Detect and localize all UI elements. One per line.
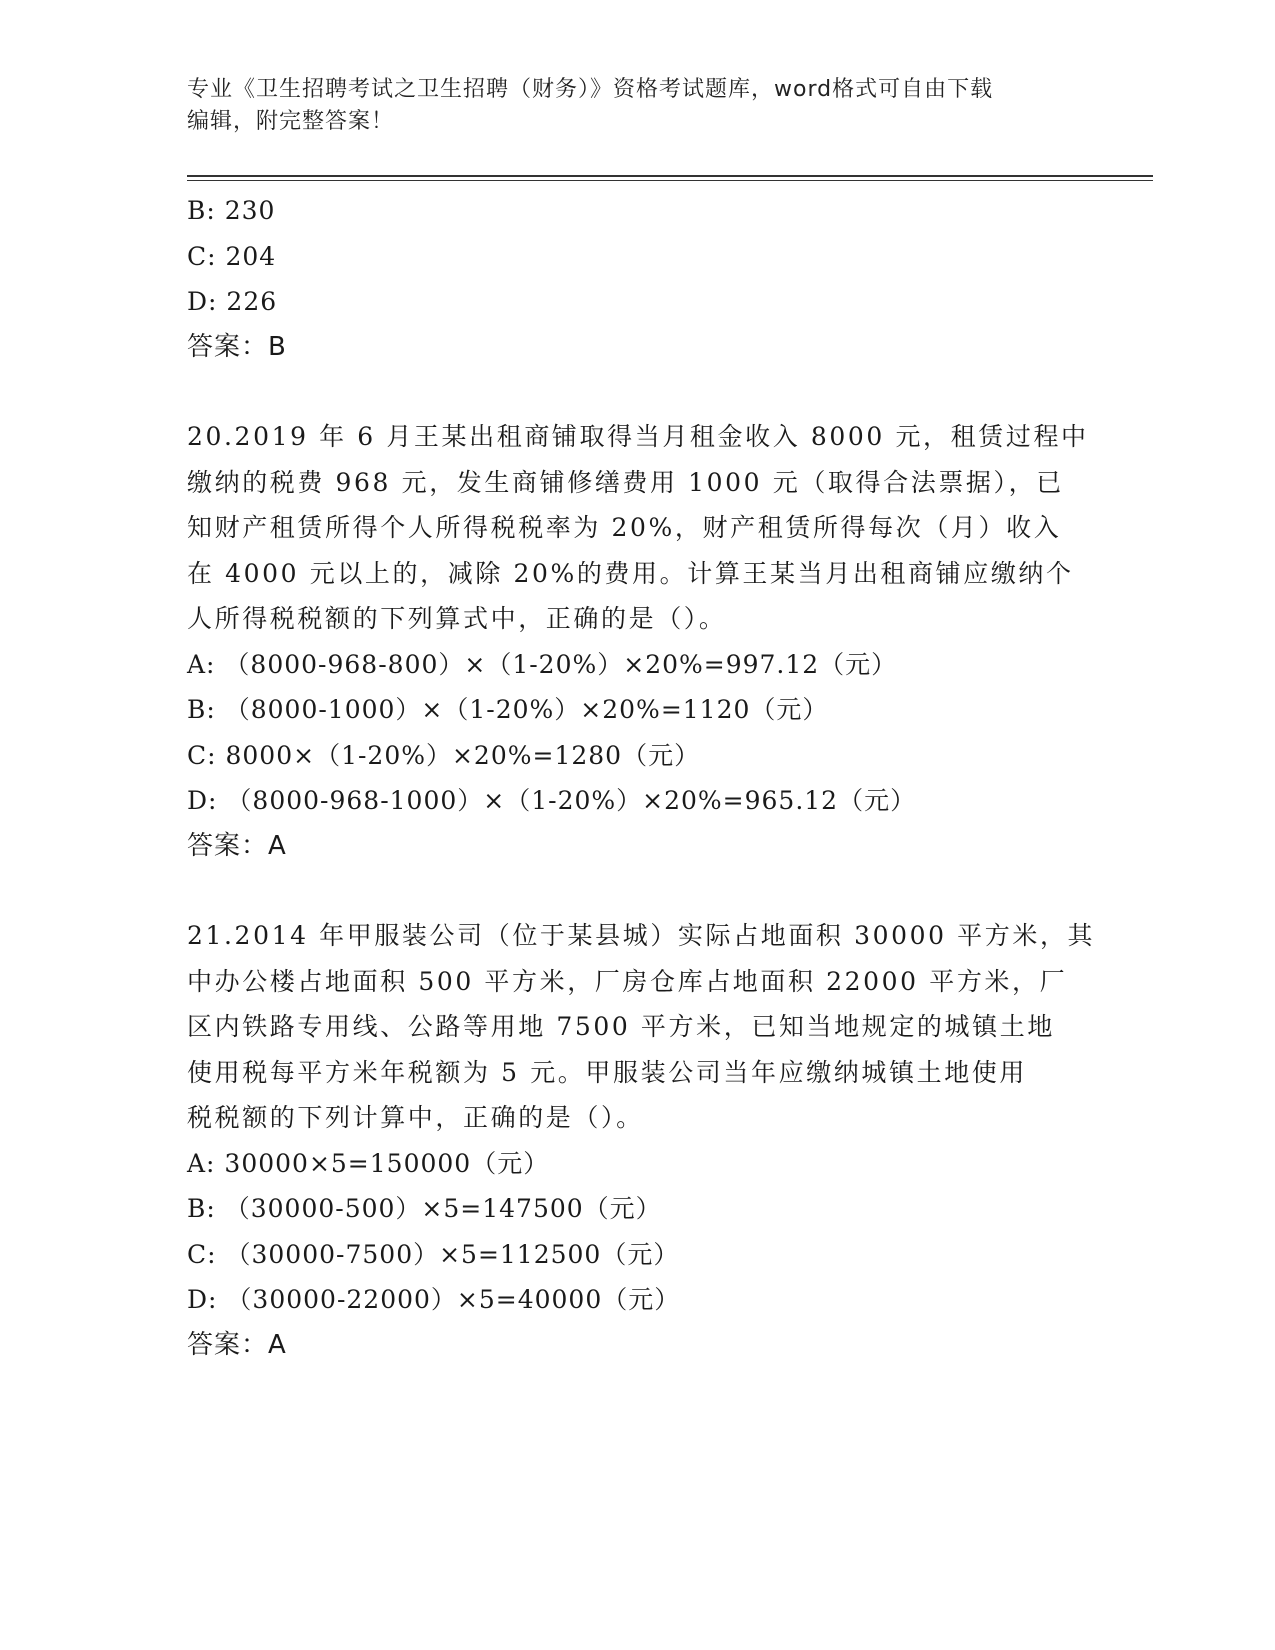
question-21-text-line: 区内铁路专用线、公路等用地 7500 平方米，已知当地规定的城镇土地 — [187, 1012, 1055, 1041]
question-20-answer: 答案：A — [187, 830, 287, 861]
question-20-block — [187, 414, 1087, 869]
option-b: B: 230 — [187, 196, 276, 225]
question-20-text-line: 人所得税税额的下列算式中，正确的是（）。 — [187, 604, 727, 633]
spacer — [187, 370, 1087, 414]
spacer — [187, 869, 1087, 913]
question-21-answer: 答案：A — [187, 1329, 287, 1360]
answer-label: 答案：B — [187, 331, 287, 362]
option-d: D: 226 — [187, 287, 278, 316]
question-21-option-a: A: 30000×5=150000（元） — [187, 1148, 550, 1178]
question-21-option-b: B: （30000-500）×5=147500（元） — [187, 1194, 662, 1223]
question-21-block — [187, 913, 1096, 1368]
question-20-text-line: 在 4000 元以上的，减除 20%的费用。计算王某当月出租商铺应缴纳个 — [187, 558, 1074, 588]
header-line-1: 专业《卫生招聘考试之卫生招聘（财务）》资格考试题库，word格式可自由下载 — [187, 77, 994, 102]
question-21-text-line: 税税额的下列计算中，正确的是（）。 — [187, 1103, 644, 1132]
option-c: C: 204 — [187, 241, 277, 271]
question-content — [187, 188, 1096, 1368]
header-rule-thick — [187, 175, 1153, 177]
question-20-text-line: 知财产租赁所得个人所得税税率为 20%，财产租赁所得每次（月）收入 — [187, 513, 1062, 542]
question-21-text-line: 中办公楼占地面积 500 平方米，厂房仓库占地面积 22000 平方米，厂 — [187, 966, 1068, 996]
question-21-option-c: C: （30000-7500）×5=112500（元） — [187, 1239, 680, 1269]
question-21-text-line: 使用税每平方米年税额为 5 元。甲服装公司当年应缴纳城镇土地使用 — [187, 1057, 1028, 1087]
previous-question-block — [187, 188, 1087, 370]
question-20-option-c: C: 8000×（1-20%）×20%=1280（元） — [187, 740, 701, 770]
question-20-text-line: 20.2019 年 6 月王某出租商铺取得当月租金收入 8000 元，租赁过程中 — [187, 422, 1089, 451]
question-20-option-a: A: （8000-968-800）×（1-20%）×20%=997.12（元） — [187, 649, 898, 679]
document-header — [187, 74, 1077, 138]
question-20-text-line: 缴纳的税费 968 元，发生商铺修缮费用 1000 元（取得合法票据），已 — [187, 467, 1064, 497]
header-rule-thin — [187, 180, 1153, 181]
header-line-2: 编辑，附完整答案！ — [187, 109, 395, 134]
question-20-option-b: B: （8000-1000）×（1-20%）×20%=1120（元） — [187, 695, 829, 724]
question-21-option-d: D: （30000-22000）×5=40000（元） — [187, 1285, 681, 1314]
question-21-text-line: 21.2014 年甲服装公司（位于某县城）实际占地面积 30000 平方米，其 — [187, 921, 1096, 950]
question-20-option-d: D: （8000-968-1000）×（1-20%）×20%=965.12（元） — [187, 786, 917, 815]
